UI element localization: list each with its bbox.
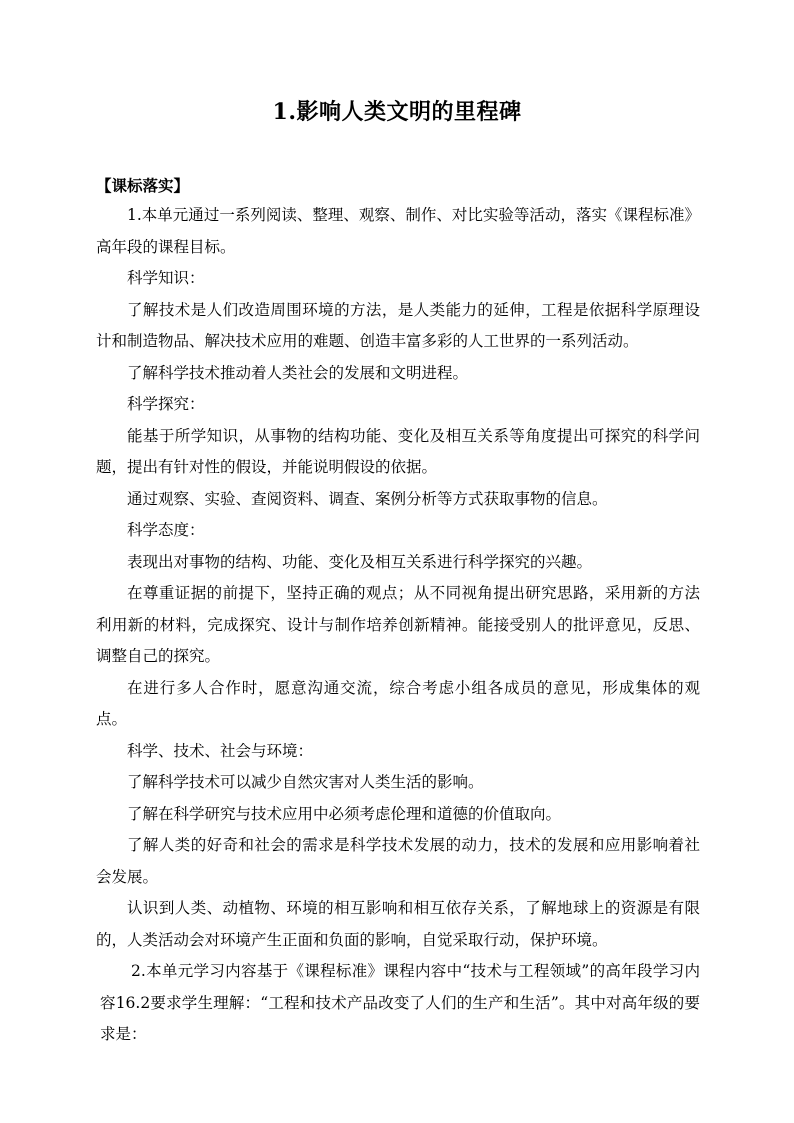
page-title: 1.影响人类文明的里程碑 [272, 99, 522, 125]
paragraph-attitude-interest: 表现出对事物的结构、功能、变化及相互关系进行科学探究的兴趣。 [127, 552, 593, 571]
subheading-science-knowledge: 科学知识： [127, 269, 205, 287]
paragraph-technology-definition: 了解技术是人们改造周围环境的方法，是人类能力的延伸，工程是依据科学原理设计和制造物品、解决技术应用的难题、创造丰富多彩的人工世界的一系列活动。 [96, 300, 700, 350]
paragraph-unit-content: 2.本单元学习内容基于《课程标准》课程内容中“技术与工程领域”的高年段学习内容16.2要求学生理解：“工程和技术产品改变了人们的生产和生活”。其中对高年级的要求是： [100, 962, 700, 1043]
paragraph-technology-progress: 了解科学技术推动着人类社会的发展和文明进程。 [127, 363, 469, 382]
document-body [96, 200, 700, 1051]
subheading-science-inquiry: 科学探究： [127, 395, 205, 413]
subheading-science-attitude: 科学态度： [127, 521, 205, 539]
section-heading: 【课标落实】 [96, 176, 190, 195]
paragraph-unit-overview: 1.本单元通过一系列阅读、整理、观察、制作、对比实验等活动，落实《课程标准》高年段的课程目标。 [96, 206, 700, 256]
paragraph-sts-disasters: 了解科学技术可以减少自然灾害对人类生活的影响。 [127, 773, 484, 791]
paragraph-sts-ethics: 了解在科学研究与技术应用中必须考虑伦理和道德的价值取向。 [127, 804, 562, 823]
paragraph-sts-curiosity: 了解人类的好奇和社会的需求是科学技术发展的动力，技术的发展和应用影响着社会发展。 [96, 836, 700, 886]
paragraph-inquiry-questions: 能基于所学知识，从事物的结构功能、变化及相互关系等角度提出可探究的科学问题，提出有针对性的假设，并能说明假设的依据。 [96, 426, 700, 476]
paragraph-attitude-cooperation: 在进行多人合作时，愿意沟通交流，综合考虑小组各成员的意见，形成集体的观点。 [96, 678, 700, 728]
paragraph-attitude-evidence: 在尊重证据的前提下，坚持正确的观点；从不同视角提出研究思路，采用新的方法利用新的材料，完成探究、设计与制作培养创新精神。能接受别人的批评意见，反思、调整自己的探究。 [96, 584, 700, 665]
paragraph-sts-environment: 认识到人类、动植物、环境的相互影响和相互依存关系，了解地球上的资源是有限的，人类活动会对环境产生正面和负面的影响，自觉采取行动，保护环境。 [96, 899, 700, 949]
subheading-sts-environment: 科学、技术、社会与环境： [127, 741, 314, 760]
paragraph-inquiry-methods: 通过观察、实验、查阅资料、调查、案例分析等方式获取事物的信息。 [127, 489, 608, 508]
